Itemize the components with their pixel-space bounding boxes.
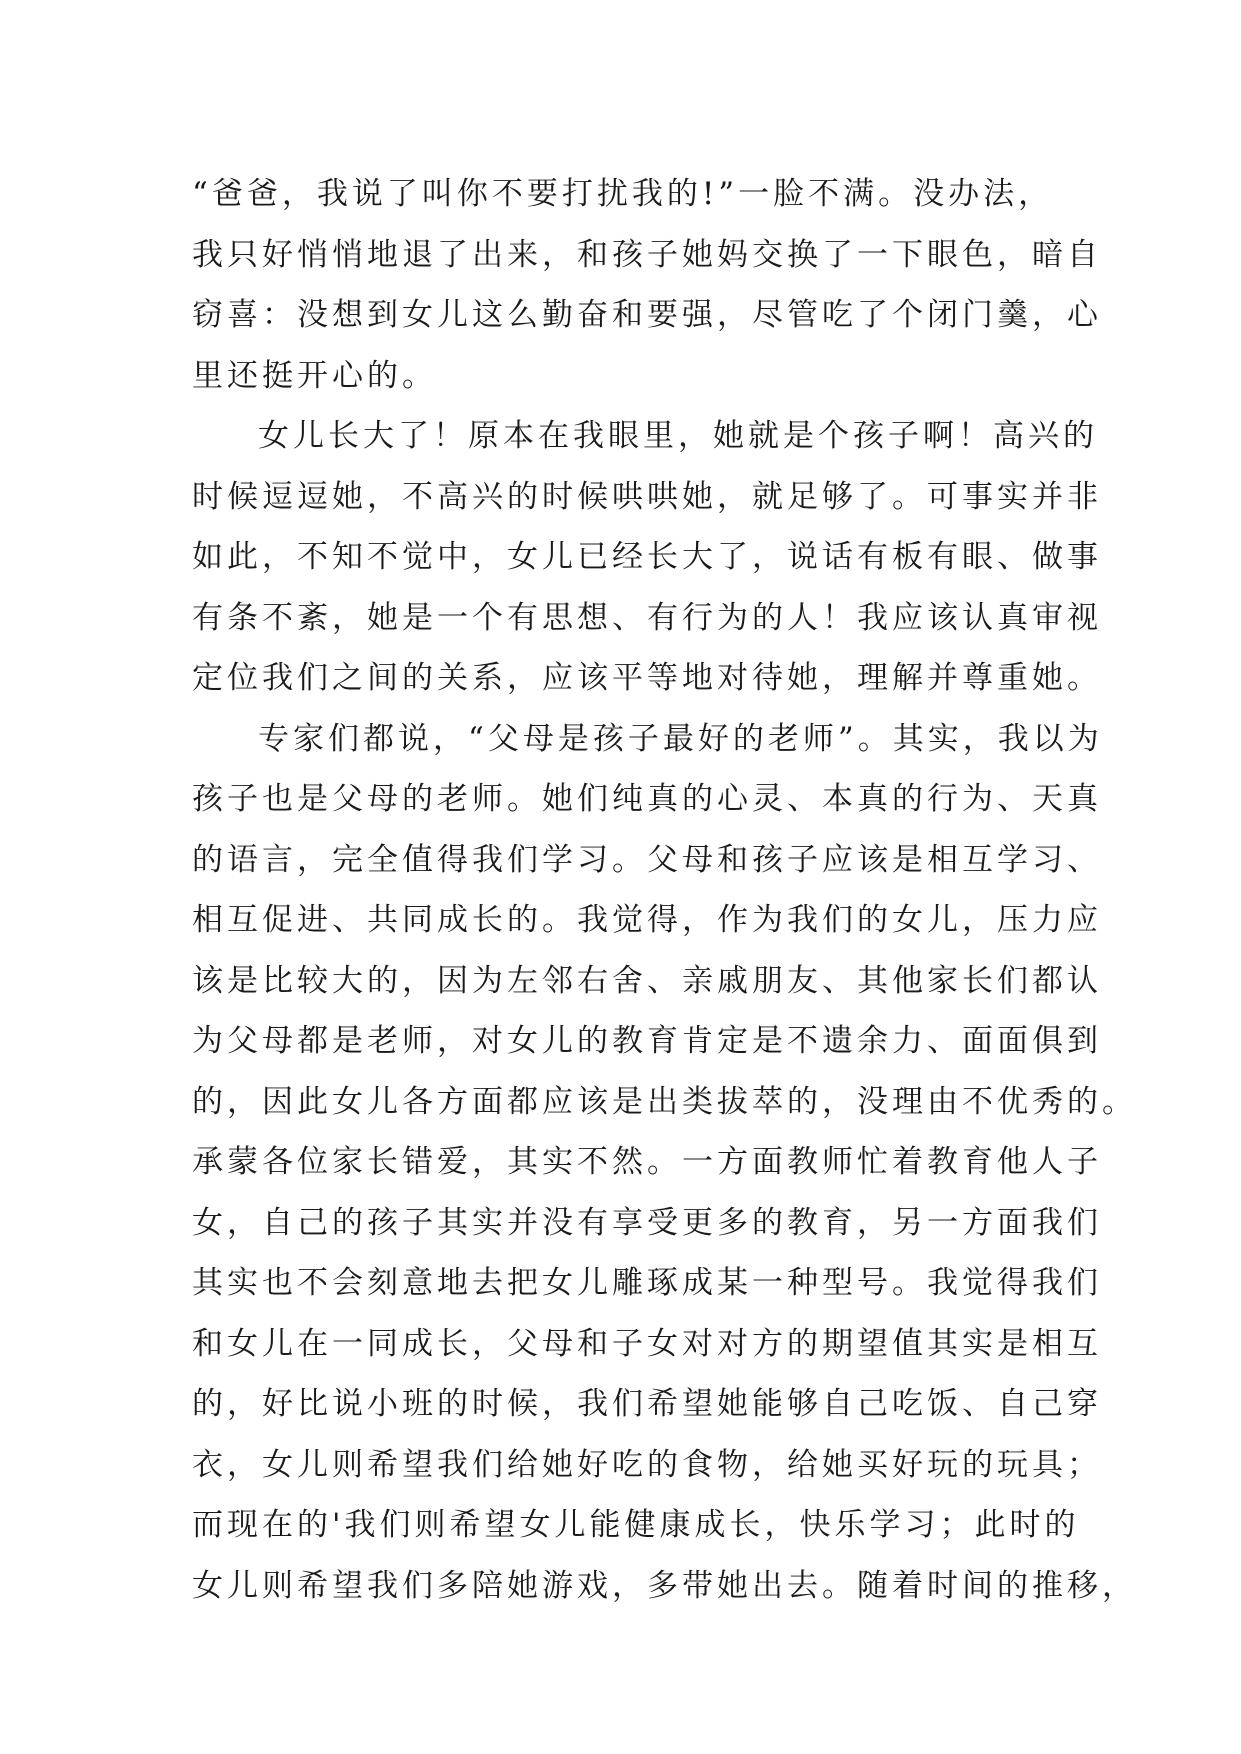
text-line: 的，因此女儿各方面都应该是出类拔萃的，没理由不优秀的。 [192, 1083, 1137, 1120]
text-line: 而现在的'我们则希望女儿能健康成长，快乐学习；此时的 [192, 1507, 1080, 1543]
text-line: 孩子也是父母的老师。她们纯真的心灵、本真的行为、天真 [192, 781, 1102, 817]
text-line: 为父母都是老师，对女儿的教育肯定是不遗余力、面面俱到 [192, 1023, 1102, 1059]
text-line: 的，好比说小班的时候，我们希望她能够自己吃饭、自己穿 [192, 1386, 1102, 1422]
text-line: 时候逗逗她，不高兴的时候哄哄她，就足够了。可事实并非 [192, 478, 1102, 515]
text-line: 衣，女儿则希望我们给她好吃的食物，给她买好玩的玩具； [192, 1446, 1102, 1483]
text-line: 和女儿在一同成长，父母和子女对对方的期望值其实是相互 [192, 1325, 1102, 1362]
text-line: 女儿则希望我们多陪她游戏，多带她出去。随着时间的推移， [192, 1567, 1137, 1604]
text-line: 相互促进、共同成长的。我觉得，作为我们的女儿，压力应 [192, 902, 1102, 938]
text-line: 窃喜：没想到女儿这么勤奋和要强，尽管吃了个闭门羹，心 [192, 297, 1102, 333]
text-line: 承蒙各位家长错爱，其实不然。一方面教师忙着教育他人子 [192, 1144, 1102, 1180]
text-line: 的语言，完全值得我们学习。父母和孩子应该是相互学习、 [192, 841, 1102, 878]
text-line: 定位我们之间的关系，应该平等地对待她，理解并尊重她。 [192, 660, 1102, 696]
body-text [192, 164, 1137, 1616]
paragraph-first-line: 专家们都说，“父母是孩子最好的老师”。其实，我以为 [258, 720, 1103, 757]
text-line: 我只好悄悄地退了出来，和孩子她妈交换了一下眼色，暗自 [192, 236, 1102, 273]
text-line: 里还挺开心的。 [192, 357, 437, 394]
text-line: “爸爸，我说了叫你不要打扰我的!”一脸不满。没办法， [192, 176, 1054, 212]
text-line: 该是比较大的，因为左邻右舍、亲戚朋友、其他家长们都认 [192, 962, 1102, 999]
text-line: 女，自己的孩子其实并没有享受更多的教育，另一方面我们 [192, 1204, 1102, 1241]
text-line: 其实也不会刻意地去把女儿雕琢成某一种型号。我觉得我们 [192, 1265, 1102, 1301]
text-line: 有条不紊，她是一个有思想、有行为的人！我应该认真审视 [192, 599, 1102, 636]
text-line: 如此，不知不觉中，女儿已经长大了，说话有板有眼、做事 [192, 539, 1102, 575]
paragraph-first-line: 女儿长大了！原本在我眼里，她就是个孩子啊！高兴的 [258, 418, 1098, 454]
